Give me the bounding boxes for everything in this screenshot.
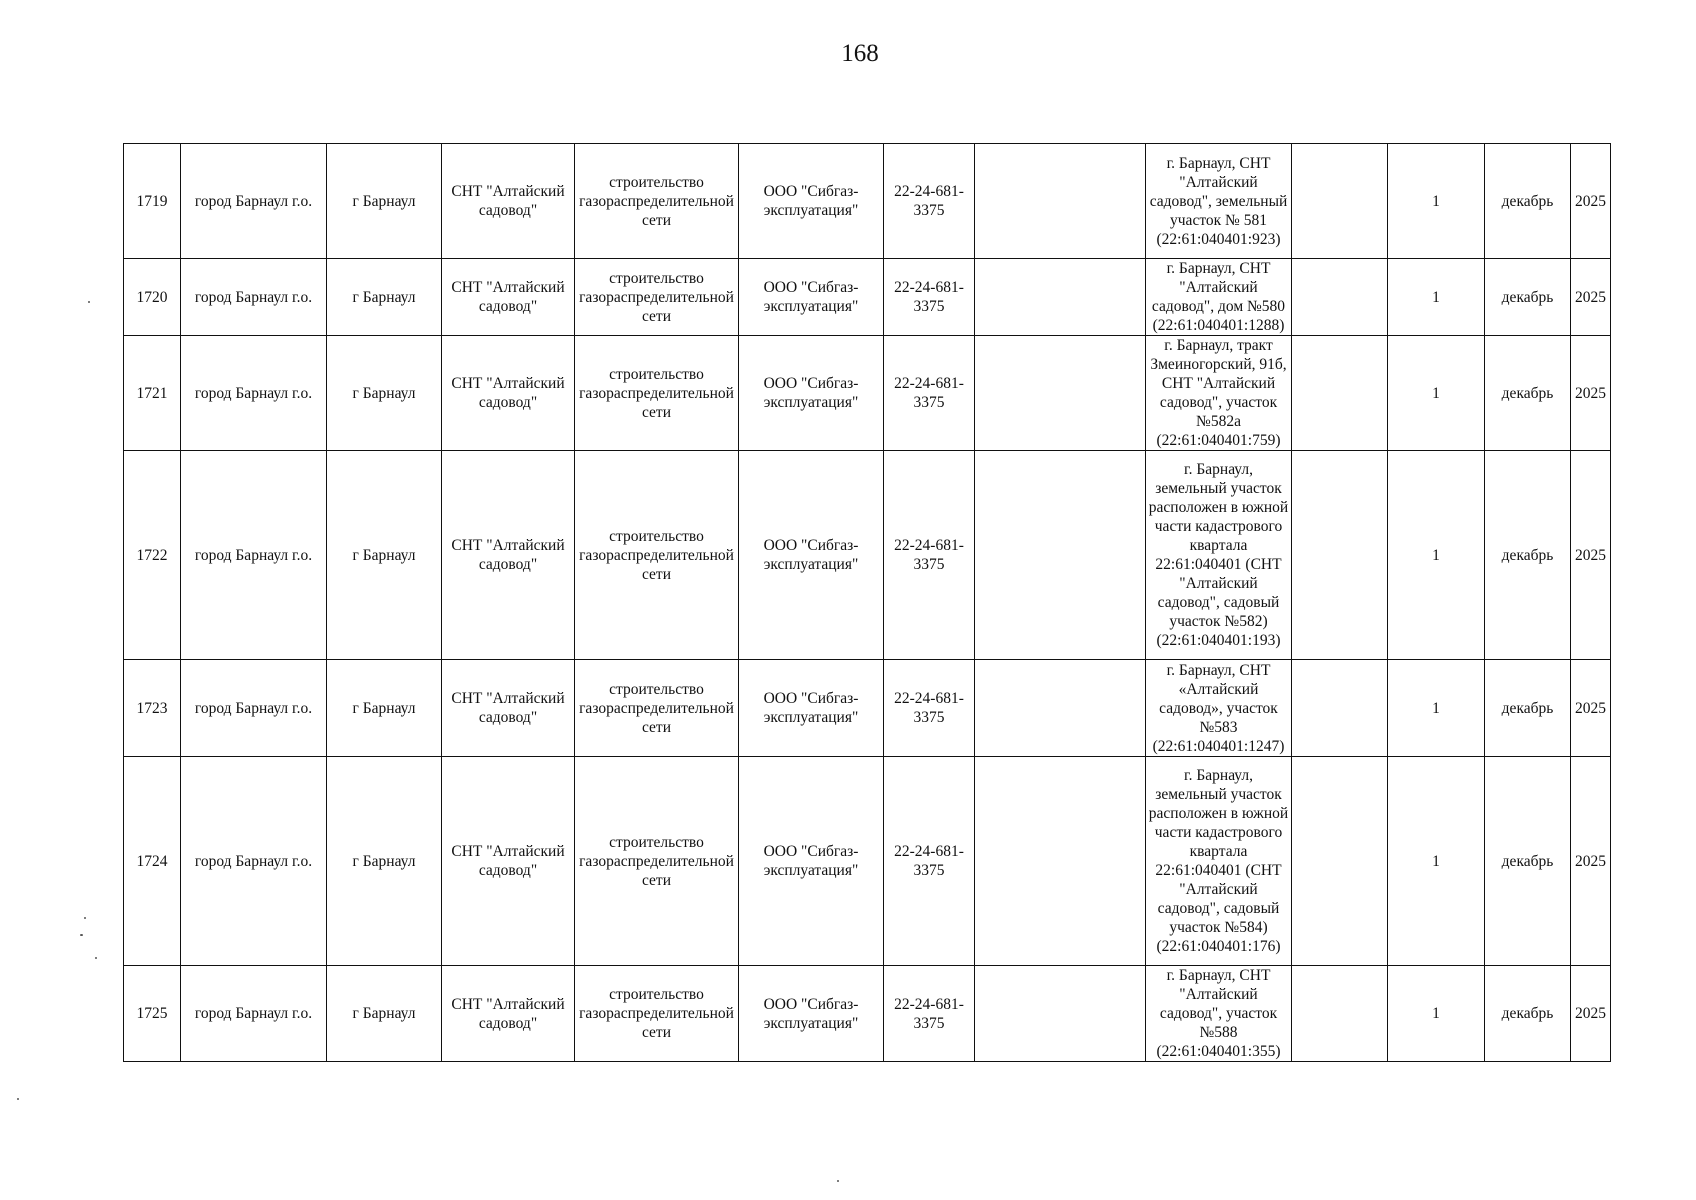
settlement-cell: СНТ "Алтайский садовод" bbox=[442, 144, 575, 259]
table-row bbox=[124, 336, 1611, 451]
empty-cell bbox=[1292, 757, 1388, 966]
empty-cell bbox=[975, 451, 1146, 660]
empty-cell bbox=[975, 336, 1146, 451]
inn-cell: 22-24-681-3375 bbox=[884, 966, 975, 1062]
work-type-cell: строительство газораспределительной сети bbox=[575, 451, 739, 660]
district-cell: город Барнаул г.о. bbox=[181, 660, 327, 757]
table-body bbox=[124, 144, 1611, 1062]
address-cell: г. Барнаул, СНТ "Алтайский садовод", земельный участок № 581 (22:61:040401:923) bbox=[1146, 144, 1292, 259]
year-cell: 2025 bbox=[1571, 451, 1611, 660]
organization-cell: ООО "Сибгаз-эксплуатация" bbox=[739, 451, 884, 660]
table-row bbox=[124, 966, 1611, 1062]
locality-cell: г Барнаул bbox=[327, 336, 442, 451]
count-cell: 1 bbox=[1388, 336, 1485, 451]
year-cell: 2025 bbox=[1571, 336, 1611, 451]
address-cell: г. Барнаул, СНТ "Алтайский садовод", дом №580 (22:61:040401:1288) bbox=[1146, 259, 1292, 336]
address-cell: г. Барнаул, тракт Змеиногорский, 91б, СНТ "Алтайский садовод", участок №582а (22:61:040401:759) bbox=[1146, 336, 1292, 451]
count-cell: 1 bbox=[1388, 966, 1485, 1062]
organization-cell: ООО "Сибгаз-эксплуатация" bbox=[739, 259, 884, 336]
empty-cell bbox=[1292, 451, 1388, 660]
work-type-cell: строительство газораспределительной сети bbox=[575, 336, 739, 451]
settlement-cell: СНТ "Алтайский садовод" bbox=[442, 966, 575, 1062]
locality-cell: г Барнаул bbox=[327, 144, 442, 259]
year-cell: 2025 bbox=[1571, 144, 1611, 259]
month-cell: декабрь bbox=[1485, 966, 1571, 1062]
address-cell: г. Барнаул, СНТ «Алтайский садовод», участок №583 (22:61:040401:1247) bbox=[1146, 660, 1292, 757]
table-row bbox=[124, 259, 1611, 336]
month-cell: декабрь bbox=[1485, 451, 1571, 660]
year-cell: 2025 bbox=[1571, 259, 1611, 336]
empty-cell bbox=[975, 660, 1146, 757]
table-row bbox=[124, 451, 1611, 660]
locality-cell: г Барнаул bbox=[327, 966, 442, 1062]
row-number: 1720 bbox=[124, 259, 181, 336]
row-number: 1722 bbox=[124, 451, 181, 660]
row-number: 1725 bbox=[124, 966, 181, 1062]
district-cell: город Барнаул г.о. bbox=[181, 336, 327, 451]
locality-cell: г Барнаул bbox=[327, 660, 442, 757]
row-number: 1721 bbox=[124, 336, 181, 451]
empty-cell bbox=[1292, 966, 1388, 1062]
table-row bbox=[124, 144, 1611, 259]
register-table bbox=[123, 143, 1611, 1062]
address-cell: г. Барнаул, земельный участок расположен в южной части кадастрового квартала 22:61:040401 (СНТ "Алтайский садовод", садовый участок №582) (22:61:040401:193) bbox=[1146, 451, 1292, 660]
month-cell: декабрь bbox=[1485, 144, 1571, 259]
organization-cell: ООО "Сибгаз-эксплуатация" bbox=[739, 144, 884, 259]
empty-cell bbox=[1292, 336, 1388, 451]
work-type-cell: строительство газораспределительной сети bbox=[575, 757, 739, 966]
year-cell: 2025 bbox=[1571, 757, 1611, 966]
settlement-cell: СНТ "Алтайский садовод" bbox=[442, 259, 575, 336]
count-cell: 1 bbox=[1388, 660, 1485, 757]
row-number: 1723 bbox=[124, 660, 181, 757]
empty-cell bbox=[1292, 144, 1388, 259]
settlement-cell: СНТ "Алтайский садовод" bbox=[442, 757, 575, 966]
inn-cell: 22-24-681-3375 bbox=[884, 336, 975, 451]
empty-cell bbox=[1292, 660, 1388, 757]
district-cell: город Барнаул г.о. bbox=[181, 451, 327, 660]
table-row bbox=[124, 757, 1611, 966]
address-cell: г. Барнаул, СНТ "Алтайский садовод", участок №588 (22:61:040401:355) bbox=[1146, 966, 1292, 1062]
district-cell: город Барнаул г.о. bbox=[181, 966, 327, 1062]
settlement-cell: СНТ "Алтайский садовод" bbox=[442, 336, 575, 451]
table-row bbox=[124, 660, 1611, 757]
count-cell: 1 bbox=[1388, 451, 1485, 660]
settlement-cell: СНТ "Алтайский садовод" bbox=[442, 660, 575, 757]
district-cell: город Барнаул г.о. bbox=[181, 144, 327, 259]
month-cell: декабрь bbox=[1485, 757, 1571, 966]
organization-cell: ООО "Сибгаз-эксплуатация" bbox=[739, 336, 884, 451]
inn-cell: 22-24-681-3375 bbox=[884, 660, 975, 757]
work-type-cell: строительство газораспределительной сети bbox=[575, 259, 739, 336]
inn-cell: 22-24-681-3375 bbox=[884, 451, 975, 660]
organization-cell: ООО "Сибгаз-эксплуатация" bbox=[739, 966, 884, 1062]
row-number: 1719 bbox=[124, 144, 181, 259]
empty-cell bbox=[975, 757, 1146, 966]
inn-cell: 22-24-681-3375 bbox=[884, 259, 975, 336]
month-cell: декабрь bbox=[1485, 259, 1571, 336]
empty-cell bbox=[975, 144, 1146, 259]
count-cell: 1 bbox=[1388, 757, 1485, 966]
organization-cell: ООО "Сибгаз-эксплуатация" bbox=[739, 660, 884, 757]
work-type-cell: строительство газораспределительной сети bbox=[575, 144, 739, 259]
row-number: 1724 bbox=[124, 757, 181, 966]
inn-cell: 22-24-681-3375 bbox=[884, 144, 975, 259]
settlement-cell: СНТ "Алтайский садовод" bbox=[442, 451, 575, 660]
district-cell: город Барнаул г.о. bbox=[181, 259, 327, 336]
address-cell: г. Барнаул, земельный участок расположен в южной части кадастрового квартала 22:61:040401 (СНТ "Алтайский садовод", садовый участок №584) (22:61:040401:176) bbox=[1146, 757, 1292, 966]
count-cell: 1 bbox=[1388, 144, 1485, 259]
empty-cell bbox=[1292, 259, 1388, 336]
locality-cell: г Барнаул bbox=[327, 757, 442, 966]
month-cell: декабрь bbox=[1485, 336, 1571, 451]
district-cell: город Барнаул г.о. bbox=[181, 757, 327, 966]
page-number: 168 bbox=[841, 40, 879, 67]
inn-cell: 22-24-681-3375 bbox=[884, 757, 975, 966]
work-type-cell: строительство газораспределительной сети bbox=[575, 966, 739, 1062]
locality-cell: г Барнаул bbox=[327, 451, 442, 660]
count-cell: 1 bbox=[1388, 259, 1485, 336]
month-cell: декабрь bbox=[1485, 660, 1571, 757]
year-cell: 2025 bbox=[1571, 660, 1611, 757]
work-type-cell: строительство газораспределительной сети bbox=[575, 660, 739, 757]
organization-cell: ООО "Сибгаз-эксплуатация" bbox=[739, 757, 884, 966]
locality-cell: г Барнаул bbox=[327, 259, 442, 336]
empty-cell bbox=[975, 966, 1146, 1062]
empty-cell bbox=[975, 259, 1146, 336]
year-cell: 2025 bbox=[1571, 966, 1611, 1062]
